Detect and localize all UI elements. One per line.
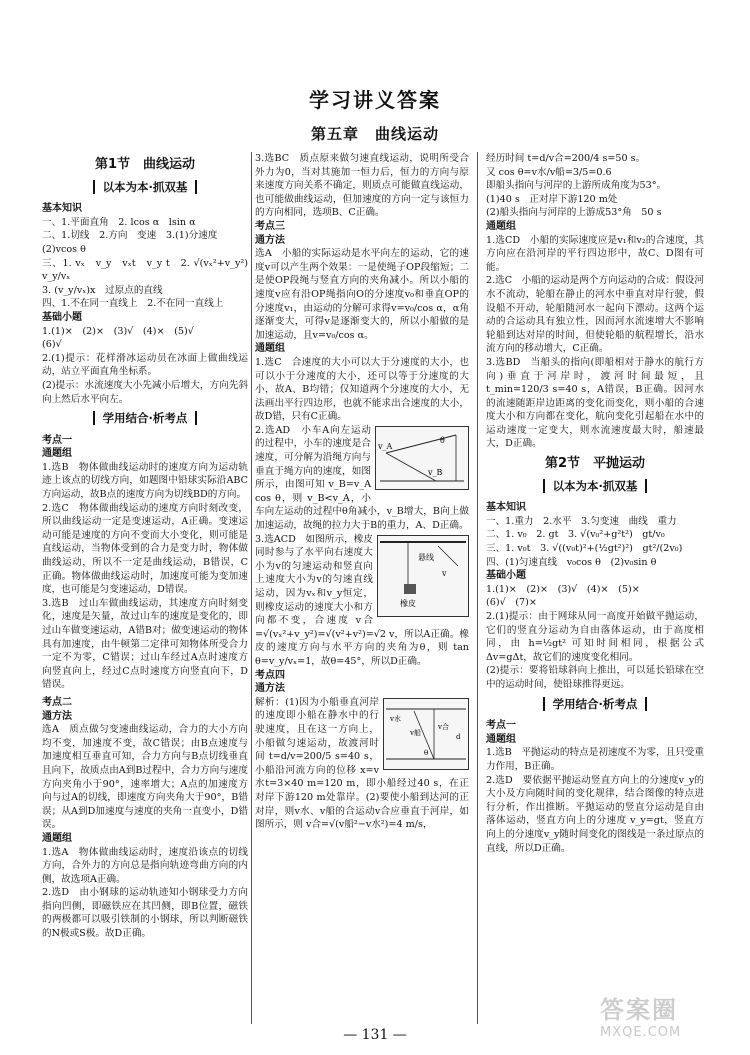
answer-line: 一、1.重力 2.水平 3.匀变速 曲线 重力 [486,515,677,527]
banner-label: 学用结合·析考点 [93,411,198,425]
answer-paragraph: 1.选CD 小船的实际速度应是v₁和v₂的合速度，其方向应在沿河岸的平行四边形中，故C、D图有可能。 [486,234,704,273]
heading-tongtizu: 通题组 [255,343,285,355]
answer-paragraph: 1.选B 平抛运动的特点是初速度不为零，且只受重力作用，B正确。 [486,747,704,772]
answer-paragraph: 2.(1)提示：由于网球从同一高度开始做平抛运动，它们的竖直分运动为自由落体运动，由于高度相同，由 h=½gt² 可知时间相同，根据公式 Δv=gΔt，故它们的速度变化相同。 [486,611,704,663]
fig-label: 橡皮 [400,598,416,608]
answer-line: (2)船头指向与河岸的上游成53°角 50 s [486,207,662,219]
heading-basic-knowledge: 基本知识 [486,502,526,514]
heading-tongfangfa: 通方法 [255,234,285,246]
answer-paragraph: 1.选C 合速度的大小可以大于分速度的大小，也可以小于分速度的大小，还可以等于分速度的大小，故A、B均错；仅知道两个分速度的大小，无法画出平行四边形，也就不能求出合速度的大小，故D错，只有C正确。 [255,356,469,423]
heading-basic-knowledge: 基本知识 [42,203,82,215]
car-rope-figure [375,426,469,490]
watermark-url: MXQE.COM [600,1025,682,1040]
banner [486,696,704,714]
answer-paragraph: 3.选BC 质点原来做匀速直线运动，说明所受合外力为0，当对其施加一恒力后，恒力的方向与原来速度方向关系不确定，则质点可能做直线运动，也可能做曲线运动，但加速度的方向一定与该恒力的方向相同，选项B、C正确。 [255,153,469,219]
answer-paragraph: 2.选AD 小车A向左运动的过程中，小车的速度是合速度，可分解为沿绳方向与垂直于绳方向的速度，如图所示，由图可知 v_B=v_A cos θ，则 v_B<v_A，小车向左运动的过程中θ角减小，v_B增大，B向上做加速运动，故绳的拉力大于B的重力，A、D正确。 [255,424,469,532]
fig-label: 悬线 [418,552,434,562]
column-1 [42,152,258,1032]
fig-label: v合 [438,722,449,731]
answer-line: (6)√ (7)× [486,597,537,609]
heading-tongfangfa: 通方法 [42,710,72,722]
answer-paragraph: 3.选ACD 如图所示，橡皮同时参与了水平向右速度大小为v的匀速运动和竖直向上速度大小为v的匀速直线运动，因为vₓ和v_y恒定，则橡皮运动的速度大小和方向都不变，合速度 v合=√(vₓ²+v_y²)=√(v²+v²)=√2 v，所以A正确。橡皮的速度方向与水平方向的夹角为θ，则 tan θ=v_y/vₓ=1，故θ=45°，所以D正确。 [255,533,469,667]
answer-line: 经历时间 t=d/v合=200/4 s=50 s。 [486,153,646,164]
heading-basic-questions: 基础小题 [42,311,82,323]
answer-line: 1.(1)× (2)× (3)√ (4)× (5)× [486,583,640,595]
heading-kaodian: 考点一 [486,720,516,732]
banner-label: 以本为本·抓双基 [93,180,198,194]
answer-line: (6)√ [42,339,62,351]
page-number: — 131 — [343,1027,407,1043]
answer-line: 四、1.不在同一直线上 2.不在同一直线上 [42,298,224,310]
eraser-diagram [378,536,468,616]
watermark [600,990,730,1040]
answer-line: 一、1.平面直角 2. lcos α lsin α [42,216,196,228]
column-divider [251,152,252,1024]
answer-line: (2)vcos θ [42,243,86,255]
answer-paragraph: 3.选B 过山车做曲线运动，其速度方向时刻变化，速度是矢量，故过山车的速度是变化的，即过山车做变速运动，A错B对；做变速运动的物体具有加速度，由牛顿第二定律可知物体所受合力一定不为零，C错误；过山车经过A点时速度方向竖直向上，经过C点时速度方向竖直向下，D错误。 [42,597,248,691]
fig-label: v_B [428,467,443,477]
chapter-title: 第五章 曲线运动 [310,125,439,143]
answer-line: 即船头指向与河岸的上游所成角度为53°。 [486,180,667,192]
river-diagram [384,699,468,769]
answer-paragraph: 2.选C 物体做曲线运动的速度方向时刻改变，所以曲线运动一定是变速运动，A正确。变速运动可能是速度的方向不变而大小变化，则可能是直线运动，当物体受到的合力是变力时，物体做曲线运动，所以不一定是曲线运动，B错误，C正确。物体做曲线运动时，加速度可能为变加速度，也可能是匀变速运动，D错误。 [42,502,248,596]
section-title: 第1节 曲线运动 [94,157,196,172]
fig-label: d [456,732,461,741]
heading-tongfangfa: 通方法 [255,683,285,695]
banner [42,179,248,197]
watermark-logo-text: 答案圈 [600,996,678,1024]
heading-kaodian: 考点三 [255,220,285,232]
answer-line: 又 cos θ=v水/v船=3/5=0.6 [486,166,612,178]
column-2 [255,152,469,1032]
page-title: 学习讲义答案 [309,88,441,112]
answer-paragraph: 2.选D 由小钢球的运动轨迹知小钢球受力方向指向凹侧，即磁铁应在其凹侧，即B位置，磁铁的两极都可以吸引铁制的小钢球，所以判断磁铁的N极或S极。故D正确。 [42,887,248,940]
column-3 [486,152,704,1032]
answer-paragraph: 2.选D 要依据平抛运动竖直方向上的分速度v_y的大小及方向随时间的变化规律，结合图像的特点进行分析，作出推断。平抛运动的竖直分运动是自由落体运动，竖直方向上的分速度 v_y=gt，竖直方向上的分速度v_y随时间变化的图线是一条过原点的直线，所以D正确。 [486,774,704,854]
answer-line: 1.(1)× (2)× (3)√ (4)× (5)√ [42,325,194,337]
heading-tongtizu: 通题组 [42,832,72,844]
heading-tongtizu: 通题组 [42,448,72,460]
answer-line: 三、1. vₓ v_y vₓt v_y t 2. √(vₓ²+v_y²) v_y/vₓ [42,257,258,283]
answer-paragraph: (2)提示：要将铅球斜向上推出，可以延长铅球在空中的运动时间，使铅球推得更远。 [486,665,704,690]
heading-kaodian: 考点二 [42,696,72,708]
river-figure [383,698,469,770]
answer-line: 2.(1)提示：花样滑冰运动员在冰面上做曲线运动，站立平面直角坐标系。 [42,352,248,378]
answer-line: (1)40 s 正对岸下游120 m处 [486,193,618,205]
answer-paragraph: 选A 质点做匀变速曲线运动，合力的大小方向均不变，加速度不变，故C错误；由B点速度与加速度相互垂直可知，合力方向与B点切线垂直且向下，故质点由A到B过程中，合力方向与速度方向夹角小于90°，速率增大；A点的加速度方向与过A的切线，即速度方向夹角大于90°，B错误；从A到D加速度与速度的夹角一直变小，D错误。 [42,724,248,831]
answer-paragraph: 选A 小船的实际运动是水平向左的运动，它的速度v可以产生两个效果：一是使绳子OP段缩短；二是使OP段绳与竖直方向的夹角减小。所以小船的速度v应有沿OP绳指向O的分速度v₀和垂直OP的分速度v₁，由运动的分解可求得v=v₀/cos α，α角逐渐变大，可得v是逐渐变大的，所以小船做的是加速运动，且v=v₀/cos α。 [255,248,469,341]
heading-kaodian: 考点一 [42,434,72,446]
banner [42,410,248,428]
answer-line: 二、1.切线 2.方向 变速 3.(1)分速度 [42,230,218,242]
car-rope-diagram [376,427,468,489]
answer-line: 3. (v_y/vₓ)x 过原点的直线 [42,284,163,296]
answer-line: 四、(1)匀速直线 v₀cos θ (2)v₀sin θ [486,556,657,568]
heading-tongtizu: 通题组 [486,220,516,232]
fig-label: θ [424,748,429,757]
answer-paragraph: 解析：(1)因为小船垂直河岸的速度即小船在静水中的行驶速度，且在这一方向上，小船做匀速运动，故渡河时间 t=d/v=200/5 s=40 s，小船沿河流方向的位移 x=v水t=3×40 m=120 m，即小船经过40 s，在正对岸下游120 m处靠岸。(2)要使小船到达河的正对岸，则v水、v船的合运动v合应垂直于河岸，如图所示，则 v合=√(v船²−v水²)=4 m/s， [255,696,469,831]
banner-label: 以本为本·抓双基 [543,479,648,493]
answer-line: (2)提示：水流速度大小先减小后增大，方向先斜向上然后水平向左。 [42,379,248,405]
answer-paragraph: 3.选BD 当船头的指向(即船相对于静水的航行方向)垂直于河岸时，渡河时间最短，且 t_min=120/3 s=40 s，A错误，B正确。因河水的流速随距岸边距离的变化而变化，则小船的合速度大小和方向都在变化，航向变化引起船在水中的运动速度一定变大，则水流速度最大时，船速最大，D正确。 [486,356,704,450]
answer-line: 二、1. v₀ 2. gt 3. √(v₀²+g²t²) gt/v₀ [486,529,665,541]
fig-label: v [442,568,447,578]
fig-label: v水 [390,714,401,723]
banner [486,478,704,496]
eraser-figure [377,535,469,617]
fig-label: v船 [410,728,421,737]
heading-basic-questions: 基础小题 [486,570,526,582]
heading-kaodian: 考点四 [255,669,285,681]
fig-label: θ [440,435,445,445]
section-title: 第2节 平抛运动 [544,456,646,472]
answer-paragraph: 1.选B 物体做曲线运动时的速度方向为运动轨迹上该点的切线方向，如题图中铅球实际沿ABC方向运动，故B点的速度方向为切线BD的方向。 [42,461,248,501]
fig-label: v_A [378,441,393,451]
heading-tongtizu: 通题组 [486,733,516,745]
answer-paragraph: 2.选C 小船的运动是两个方向运动的合成：假设河水不流动，轮船在静止的河水中垂直对岸行驶，假设船不开动，轮船随河水一起向下漂动。这两个运动的合运动具有独立性，因而河水流速增大不影响轮船到达对岸的时间，但使轮船的航程增长，沿水流方向的移动增大，C正确。 [486,275,704,355]
answer-paragraph: 1.选A 物体做曲线运动时，速度沿该点的切线方向，合外力的方向总是指向轨迹弯曲方向的内侧，故选项A正确。 [42,846,248,885]
banner-label: 学用结合·析考点 [543,697,648,711]
answer-line: 三、1. v₀t 3. √((v₀t)²+(½gt²)²) gt²/(2v₀) [486,543,683,555]
column-divider [477,152,478,1024]
